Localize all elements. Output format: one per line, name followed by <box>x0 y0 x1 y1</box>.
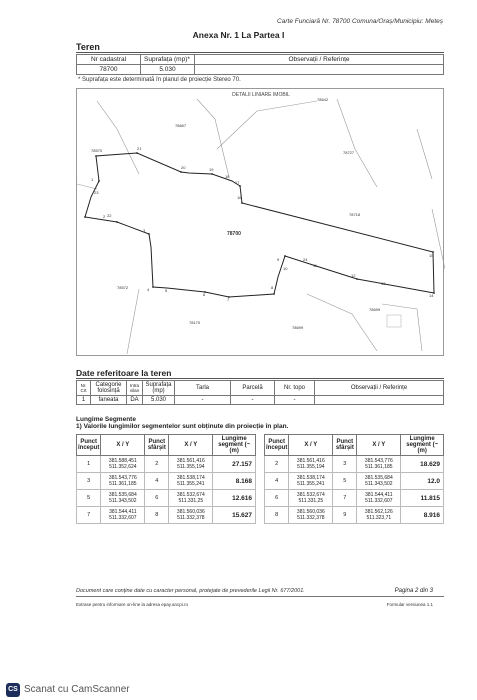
col-lungime: Lungime segment (~ (m) <box>213 435 256 456</box>
point-label: 18 <box>225 174 230 179</box>
cell-lungime: 8.916 <box>401 507 444 524</box>
point-label: 21 <box>137 146 142 151</box>
cell-xy: 381.544,411 511.332,607 <box>101 507 145 524</box>
col-nr-cadastral: Nr cadastral <box>77 55 141 65</box>
table-row <box>77 473 256 490</box>
cell-punct: 4 <box>145 473 169 490</box>
cell-lungime: 12.616 <box>213 490 256 507</box>
segments-subtitle: 1) Valorile lungimilor segmentelor sunt obținute din proiecție în plan. <box>76 423 289 430</box>
cell-nr-topo: - <box>275 396 315 405</box>
point-label: 8 <box>271 285 274 290</box>
online-info: Extrase pentru informare on-line la adresa epay.ancpi.ro <box>76 602 188 607</box>
col-observatii: Observații / Referințe <box>315 381 444 396</box>
cell-xy: 381.532,674 511.331,25 <box>289 490 333 507</box>
point-label: 11 <box>313 263 318 268</box>
point-label: 6 <box>203 292 206 297</box>
annex-title: Anexa Nr. 1 La Partea I <box>192 30 285 40</box>
col-lungime: Lungime segment (~ (m) <box>401 435 444 456</box>
segments-heading: Lungime Segmente <box>76 416 136 423</box>
col-punct-sfarsit: Punct sfârșit <box>145 435 169 456</box>
cell-xy: 381.588,451 511.352,624 <box>101 456 145 473</box>
point-label: 23 <box>94 190 99 195</box>
cell-suprafata: 5.030 <box>141 65 195 75</box>
col-intravilan: Intra vilan <box>127 381 143 396</box>
cell-observatii <box>195 65 444 75</box>
table-row <box>77 396 444 405</box>
col-xy: X / Y <box>357 435 401 456</box>
teren-table <box>76 54 444 75</box>
col-xy: X / Y <box>289 435 333 456</box>
map-title: DETALII LINIARE IMOBIL <box>232 92 290 98</box>
point-label: 12 <box>351 273 356 278</box>
cell-punct: 2 <box>145 456 169 473</box>
cell-lungime: 11.815 <box>401 490 444 507</box>
cell-xy: 381.535,684 511.343,502 <box>101 490 145 507</box>
divider <box>76 52 444 53</box>
legal-notice: Document care conține date cu caracter personal, protejate de prevederile Legii Nr. 677/2001. <box>76 588 305 594</box>
carte-funciara-header: Carte Funciară Nr. 78700 Comuna/Oraș/Municipiu: Meteș <box>277 18 443 25</box>
neighbor-label: 78170 <box>189 320 201 325</box>
neighbor-boundaries <box>77 99 445 354</box>
vertex-points <box>84 152 435 298</box>
table-row <box>265 473 444 490</box>
cell-tarla: - <box>175 396 231 405</box>
neighbor-label: 78718 <box>349 212 361 217</box>
segments-header <box>77 435 256 456</box>
col-categorie: Categorie folosință <box>91 381 127 396</box>
table-row <box>77 65 444 75</box>
point-label: 15 <box>429 253 434 258</box>
neighbor-label: 78642 <box>317 97 329 102</box>
table-row <box>77 507 256 524</box>
col-nr-crt: Nr. Crt <box>77 381 91 396</box>
col-nr-topo: Nr. topo <box>275 381 315 396</box>
cell-observatii <box>315 396 444 405</box>
cell-parcela: - <box>231 396 275 405</box>
cell-punct: 7 <box>333 490 357 507</box>
page-number: Pagina 2 din 3 <box>394 588 433 594</box>
cell-punct: 3 <box>333 456 357 473</box>
table-row <box>77 490 256 507</box>
point-label: 13 <box>381 281 386 286</box>
point-label: 22 <box>107 213 112 218</box>
segments-header <box>265 435 444 456</box>
date-teren-header <box>77 381 444 396</box>
parcel-label: 78700 <box>227 231 241 237</box>
point-label: 16 <box>237 195 242 200</box>
cell-lungime: 8.168 <box>213 473 256 490</box>
teren-table-header <box>77 55 444 65</box>
cell-suprafata: 5.030 <box>143 396 175 405</box>
divider <box>76 596 444 597</box>
point-label: 7 <box>227 297 230 302</box>
col-punct-sfarsit: Punct sfârșit <box>333 435 357 456</box>
segments-table-right <box>264 434 444 524</box>
cell-punct: 8 <box>145 507 169 524</box>
cell-punct: 9 <box>333 507 357 524</box>
point-label: 20 <box>181 165 186 170</box>
cell-lungime: 27.157 <box>213 456 256 473</box>
point-label: 2 <box>103 214 106 219</box>
cell-lungime: 15.627 <box>213 507 256 524</box>
point-label: 9 <box>277 257 280 262</box>
point-label: 19 <box>209 167 214 172</box>
cell-xy: 381.543,776 511.361,185 <box>101 473 145 490</box>
cell-xy: 381.532,674 511.331,25 <box>169 490 213 507</box>
cell-nr-cadastral: 78700 <box>77 65 141 75</box>
point-label: 4 <box>147 287 150 292</box>
neighbor-label: 78572 <box>117 285 129 290</box>
col-suprafata: Suprafața (mp)* <box>141 55 195 65</box>
cell-punct: 4 <box>265 473 289 490</box>
col-xy: X / Y <box>101 435 145 456</box>
cell-nr-crt: 1 <box>77 396 91 405</box>
cell-xy: 381.560,036 511.332,378 <box>169 507 213 524</box>
col-xy: X / Y <box>169 435 213 456</box>
cell-punct: 3 <box>77 473 101 490</box>
col-parcela: Parcelă <box>231 381 275 396</box>
neighbor-label: 78699 <box>292 325 304 330</box>
cell-punct: 5 <box>333 473 357 490</box>
col-suprafata: Suprafața (mp) <box>143 381 175 396</box>
col-punct-inceput: Punct început <box>77 435 101 456</box>
teren-heading: Teren <box>76 42 100 52</box>
cell-lungime: 18.629 <box>401 456 444 473</box>
cell-xy: 381.561,416 511.355,194 <box>169 456 213 473</box>
cell-punct: 6 <box>145 490 169 507</box>
point-label: 3 <box>143 228 146 233</box>
col-observatii: Observații / Referințe <box>195 55 444 65</box>
point-label: 10 <box>283 266 288 271</box>
cell-punct: 2 <box>265 456 289 473</box>
parcel-map <box>76 88 444 356</box>
table-row <box>265 490 444 507</box>
cell-lungime: 12.0 <box>401 473 444 490</box>
table-row <box>77 456 256 473</box>
point-label: 1 <box>91 177 94 182</box>
cell-xy: 381.544,411 511.332,607 <box>357 490 401 507</box>
neighbor-label: 78699 <box>369 307 381 312</box>
parcel-boundary <box>85 153 434 297</box>
segments-table-left <box>76 434 256 524</box>
neighbor-label: 78727 <box>343 150 355 155</box>
point-label: 14 <box>429 293 434 298</box>
suprafata-note: * Suprafața este determinată în planul de proiecție Stereo 70. <box>78 77 241 83</box>
scanner-watermark <box>0 680 477 700</box>
point-label: 24 <box>303 257 308 262</box>
form-version: Formular versiunea 1.1 <box>386 602 433 607</box>
date-teren-heading: Date referitoare la teren <box>76 368 172 378</box>
scanner-label: Scanat cu CamScanner <box>24 684 130 695</box>
col-tarla: Tarla <box>175 381 231 396</box>
cell-xy: 381.543,776 511.361,185 <box>357 456 401 473</box>
point-label: 17 <box>235 180 240 185</box>
cell-punct: 6 <box>265 490 289 507</box>
camscanner-logo-icon: CS <box>6 683 20 697</box>
neighbor-label: 78667 <box>175 123 187 128</box>
date-teren-table <box>76 380 444 405</box>
cell-categorie: faneata <box>91 396 127 405</box>
neighbor-label: 78570 <box>91 148 103 153</box>
cell-xy: 381.538,174 511.355,241 <box>289 473 333 490</box>
col-punct-inceput: Punct început <box>265 435 289 456</box>
point-label: 5 <box>165 288 168 293</box>
cell-punct: 1 <box>77 456 101 473</box>
cell-intravilan: DA <box>127 396 143 405</box>
cell-xy: 381.535,684 511.343,502 <box>357 473 401 490</box>
divider <box>76 378 444 379</box>
map-drawing <box>77 89 445 357</box>
cell-xy: 381.561,416 511.355,194 <box>289 456 333 473</box>
cell-xy: 381.560,036 511.332,378 <box>289 507 333 524</box>
cell-xy: 381.562,126 511.323,71 <box>357 507 401 524</box>
cell-punct: 7 <box>77 507 101 524</box>
table-row <box>265 456 444 473</box>
table-row <box>265 507 444 524</box>
cell-xy: 381.538,174 511.355,241 <box>169 473 213 490</box>
cell-punct: 8 <box>265 507 289 524</box>
cell-punct: 5 <box>77 490 101 507</box>
building-outline <box>387 315 401 327</box>
